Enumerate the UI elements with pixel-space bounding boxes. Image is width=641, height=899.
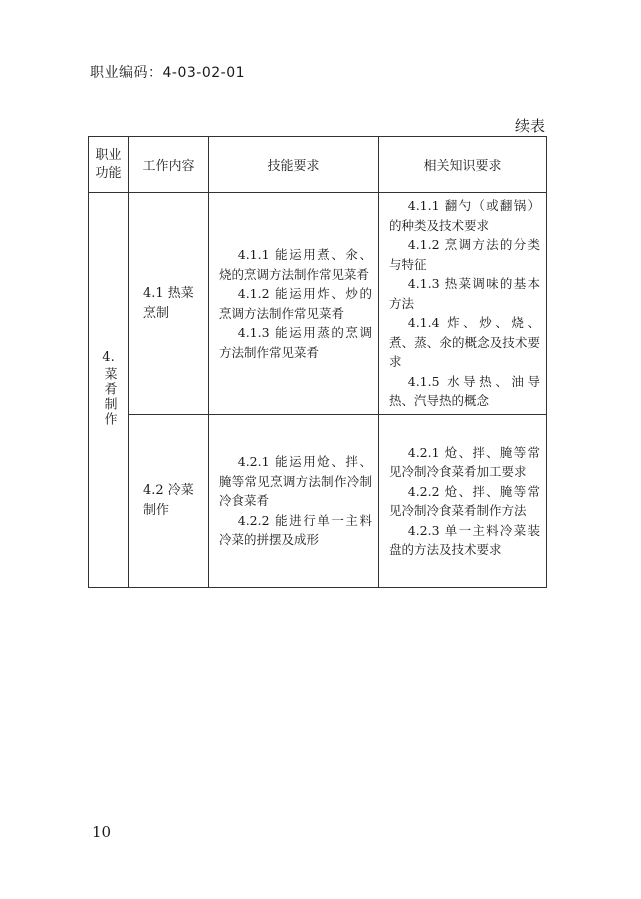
knowledge-item: 4.1.2 烹调方法的分类与特征	[389, 237, 540, 272]
knowledge-requirements-cell	[379, 193, 547, 415]
function-name: 菜肴制作	[101, 367, 117, 427]
function-cell	[89, 193, 129, 588]
work-content-cell: 4.1 热菜烹制	[129, 193, 209, 415]
work-content-cell: 4.2 冷菜制作	[129, 415, 209, 588]
occupation-code-header: 职业编码：4-03-02-01	[90, 65, 246, 81]
skill-item: 4.2.1 能运用炝、拌、腌等常见烹调方法制作冷制冷食菜肴	[219, 454, 372, 509]
table-row	[89, 193, 547, 415]
knowledge-item: 4.1.5 水导热、油导热、汽导热的概念	[389, 373, 540, 409]
function-number: 4.	[102, 350, 115, 365]
header-work-content: 工作内容	[129, 137, 209, 193]
skill-item: 4.1.3 能运用蒸的烹调方法制作常见菜肴	[219, 325, 372, 360]
knowledge-item: 4.1.4 炸、炒、烧、煮、蒸、氽的概念及技术要求	[389, 315, 540, 370]
table-row	[89, 415, 547, 588]
skill-requirements-table	[88, 136, 547, 588]
header-function-line-1: 职业	[95, 147, 122, 163]
table-header-row	[89, 137, 547, 193]
knowledge-item: 4.1.3 热菜调味的基本方法	[389, 276, 540, 311]
skill-item: 4.1.1 能运用煮、氽、烧的烹调方法制作常见菜肴	[219, 247, 372, 282]
header-function	[89, 137, 129, 193]
page-number: 10	[92, 823, 112, 841]
header-skill-requirements: 技能要求	[209, 137, 379, 193]
continued-table-label: 续表	[514, 117, 545, 135]
skill-requirements-cell	[209, 415, 379, 588]
knowledge-item: 4.1.1 翻勺（或翻锅）的种类及技术要求	[389, 198, 540, 233]
knowledge-item: 4.2.1 炝、拌、腌等常见冷制冷食菜肴加工要求	[389, 444, 540, 479]
skill-item: 4.2.2 能进行单一主料冷菜的拼摆及成形	[219, 512, 372, 548]
knowledge-item: 4.2.2 炝、拌、腌等常见冷制冷食菜肴制作方法	[389, 483, 540, 518]
knowledge-item: 4.2.3 单一主料冷菜装盘的方法及技术要求	[389, 522, 540, 557]
skill-item: 4.1.2 能运用炸、炒的烹调方法制作常见菜肴	[219, 286, 372, 321]
knowledge-requirements-cell	[379, 415, 547, 588]
header-knowledge-requirements: 相关知识要求	[379, 137, 547, 193]
header-function-line-2: 功能	[95, 165, 122, 181]
skill-requirements-cell	[209, 193, 379, 415]
